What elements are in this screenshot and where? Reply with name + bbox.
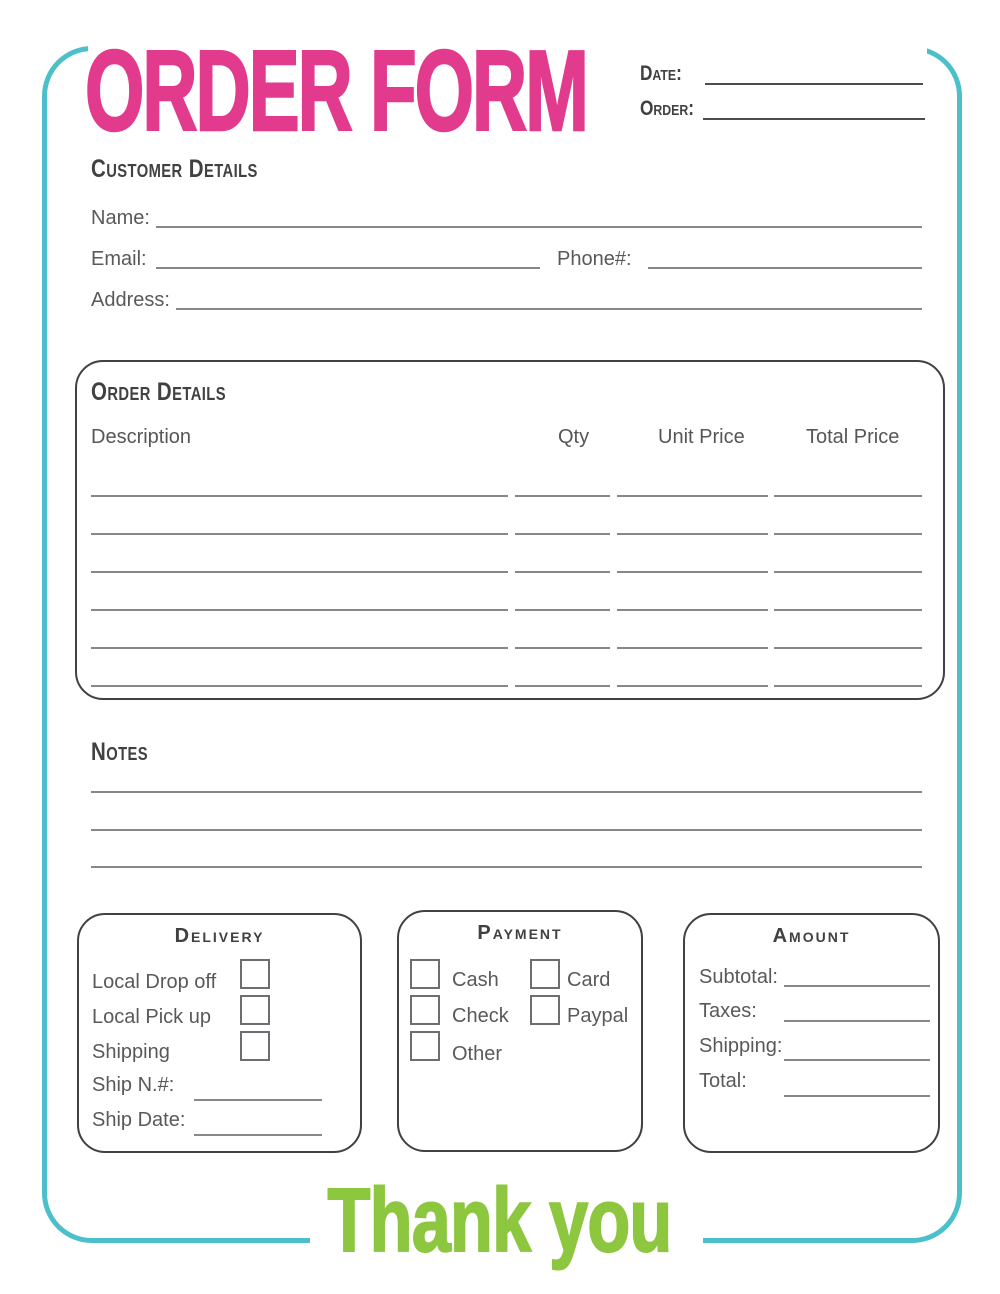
taxes-label: Taxes: [699,1000,757,1022]
check-checkbox[interactable] [410,995,440,1025]
ship-number-label: Ship N.#: [92,1074,175,1096]
payment-option-label: Cash [452,969,499,991]
customer-details-heading: Customer Details [91,155,258,183]
unit-price-input-line[interactable] [617,685,768,687]
card-checkbox[interactable] [530,959,560,989]
shipping-amount-label: Shipping: [699,1035,783,1057]
delivery-option-label: Local Drop off [92,971,217,993]
taxes-input-line[interactable] [784,1020,930,1022]
thank-you-text: Thank you [327,1171,673,1271]
notes-input-line[interactable] [91,866,922,868]
date-label: Date: [640,62,682,85]
total-price-input-line[interactable] [774,571,922,573]
amount-heading: Amount [772,925,851,947]
payment-option-label: Check [452,1005,509,1027]
order-number-input-line[interactable] [703,118,925,120]
order-details-box [75,360,945,700]
shipping-input-line[interactable] [784,1059,930,1061]
qty-input-line[interactable] [515,647,610,649]
total-price-input-line[interactable] [774,495,922,497]
qty-input-line[interactable] [515,533,610,535]
order-details-heading: Order Details [91,378,226,406]
local-drop-off-checkbox[interactable] [240,959,270,989]
total-price-input-line[interactable] [774,609,922,611]
ship-date-label: Ship Date: [92,1109,186,1131]
local-pick-up-checkbox[interactable] [240,995,270,1025]
unit-price-input-line[interactable] [617,571,768,573]
description-input-line[interactable] [91,533,508,535]
thank-you-message [0,1171,1000,1271]
unit-price-input-line[interactable] [617,609,768,611]
notes-heading: Notes [91,738,149,766]
description-input-line[interactable] [91,609,508,611]
qty-input-line[interactable] [515,609,610,611]
name-input-line[interactable] [156,226,922,228]
form-title-text: ORDER FORM [85,28,587,155]
notes-input-line[interactable] [91,791,922,793]
payment-box [397,910,643,1152]
subtotal-label: Subtotal: [699,966,778,988]
total-price-input-line[interactable] [774,533,922,535]
total-label: Total: [699,1070,747,1092]
column-header-total-price: Total Price [806,426,900,448]
total-price-input-line[interactable] [774,647,922,649]
qty-input-line[interactable] [515,571,610,573]
column-header-qty: Qty [558,426,590,448]
amount-box [683,913,940,1153]
qty-input-line[interactable] [515,495,610,497]
phone-input-line[interactable] [648,267,922,269]
cash-checkbox[interactable] [410,959,440,989]
delivery-heading: Delivery [174,925,265,947]
ship-date-input-line[interactable] [194,1134,322,1136]
unit-price-input-line[interactable] [617,495,768,497]
payment-option-label: Card [567,969,611,991]
payment-option-label: Paypal [567,1005,629,1027]
ship-number-input-line[interactable] [194,1099,322,1101]
unit-price-input-line[interactable] [617,647,768,649]
delivery-option-label: Shipping [92,1041,170,1063]
address-input-line[interactable] [176,308,922,310]
description-input-line[interactable] [91,647,508,649]
subtotal-input-line[interactable] [784,985,930,987]
form-title [85,28,834,155]
payment-option-label: Other [452,1043,503,1065]
name-label: Name: [91,207,150,229]
column-header-unit-price: Unit Price [658,426,745,448]
other-checkbox[interactable] [410,1031,440,1061]
total-price-input-line[interactable] [774,685,922,687]
payment-heading: Payment [477,922,563,944]
description-input-line[interactable] [91,571,508,573]
total-input-line[interactable] [784,1095,930,1097]
shipping-checkbox[interactable] [240,1031,270,1061]
email-label: Email: [91,248,147,270]
qty-input-line[interactable] [515,685,610,687]
column-header-description: Description [91,426,192,448]
description-input-line[interactable] [91,495,508,497]
date-input-line[interactable] [705,83,923,85]
notes-input-line[interactable] [91,829,922,831]
delivery-box [77,913,362,1153]
order-number-label: Order: [640,97,694,120]
address-label: Address: [91,289,170,311]
delivery-option-label: Local Pick up [92,1006,211,1028]
description-input-line[interactable] [91,685,508,687]
paypal-checkbox[interactable] [530,995,560,1025]
unit-price-input-line[interactable] [617,533,768,535]
email-input-line[interactable] [156,267,540,269]
phone-label: Phone#: [557,248,632,270]
